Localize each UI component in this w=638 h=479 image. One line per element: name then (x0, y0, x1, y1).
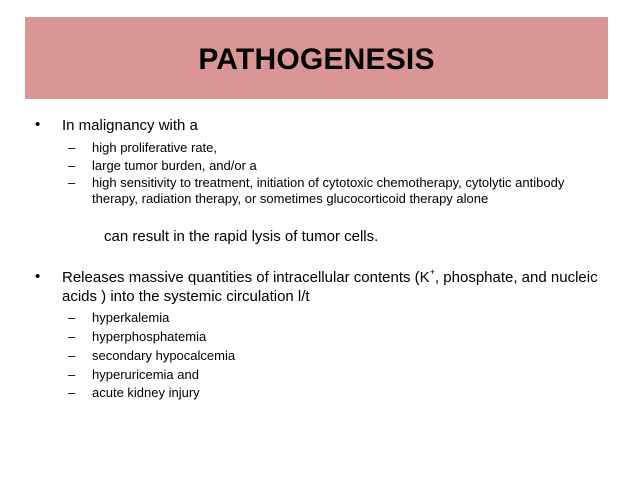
dash-marker: – (68, 140, 76, 155)
bullet-marker: • (35, 268, 41, 285)
dash-marker: – (68, 158, 76, 173)
bullet-2-subitem: secondary hypocalcemia (92, 348, 236, 363)
bullet-2-text-start: Releases massive quantities of intracellular contents (K (62, 269, 430, 286)
bullet-2-subitem: hyperuricemia and (92, 367, 199, 382)
bullet-marker: • (35, 116, 41, 133)
dash-marker: – (68, 348, 76, 363)
bullet-2-subitem: hyperphosphatemia (92, 329, 207, 344)
bullet-2-text (62, 268, 602, 306)
dash-marker: – (68, 367, 76, 382)
bullet-1-subitem: large tumor burden, and/or a (92, 158, 257, 173)
dash-marker: – (68, 329, 76, 344)
dash-marker: – (68, 385, 76, 400)
bullet-1-text: In malignancy with a (62, 117, 198, 134)
bullet-1-subitem: high sensitivity to treatment, initiation of cytotoxic chemotherapy, cytolytic antibody therapy, radiation therapy, or sometimes glucocorticoid therapy alone (92, 175, 565, 206)
bullet-1-continuation: can result in the rapid lysis of tumor cells. (104, 228, 379, 245)
dash-marker: – (68, 175, 76, 190)
potassium-charge: + (429, 267, 435, 277)
dash-marker: – (68, 310, 76, 325)
bullet-2-subitem: hyperkalemia (92, 310, 170, 325)
bullet-2-subitem: acute kidney injury (92, 385, 200, 400)
bullet-2-text-end: , phosphate, and nucleic acids ) into the systemic circulation l/t (62, 269, 598, 305)
slide-title: PATHOGENESIS (198, 43, 435, 76)
bullet-1-subitem: high proliferative rate, (92, 140, 218, 155)
